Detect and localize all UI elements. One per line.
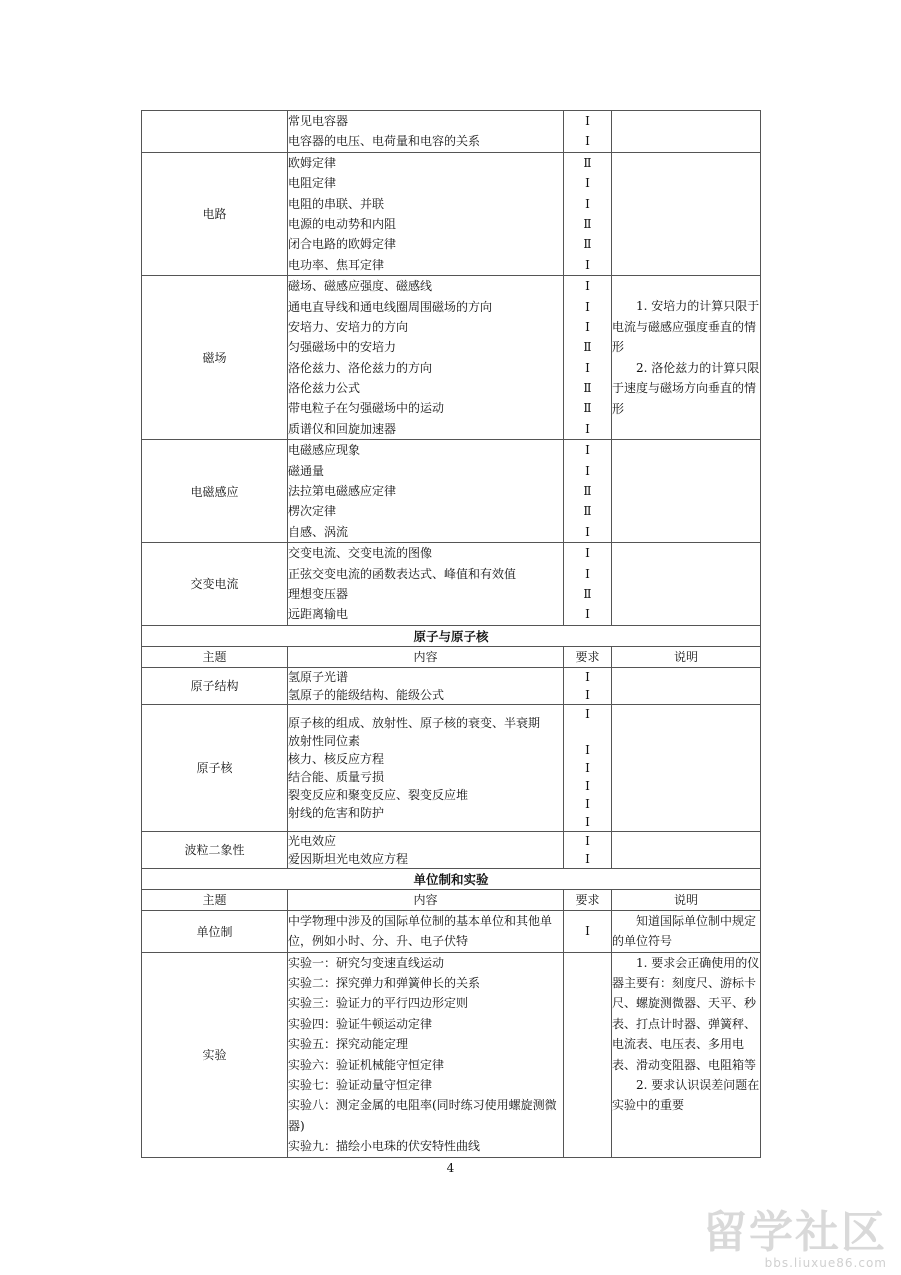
content-cell <box>288 276 564 440</box>
content-item: 电功率、焦耳定律 <box>288 257 385 272</box>
content-item: 实验七：验证动量守恒定律 <box>288 1077 433 1092</box>
topic-cell: 电磁感应 <box>142 440 288 543</box>
content-item: 带电粒子在匀强磁场中的运动 <box>288 401 445 416</box>
content-item: 放射性同位素 <box>288 733 361 748</box>
content-item: 常见电容器 <box>288 114 349 128</box>
topic-cell: 单位制 <box>142 910 288 952</box>
requirement-level: Ⅱ <box>583 216 592 231</box>
requirement-level: Ⅱ <box>583 237 592 252</box>
watermark-url: bbs.liuxue86.com <box>764 1256 887 1270</box>
content-item: 光电效应 <box>288 833 337 848</box>
requirement-level: Ⅰ <box>585 360 590 375</box>
requirement-level: Ⅰ <box>585 796 590 811</box>
section-title: 原子与原子核 <box>142 625 761 646</box>
content-cell <box>288 543 564 626</box>
note-paragraph: 2. 要求认识误差问题在实验中的重要 <box>612 1078 760 1113</box>
content-item: 实验五：探究动能定理 <box>288 1037 409 1052</box>
topic-cell: 电路 <box>142 152 288 275</box>
topic-cell <box>142 111 288 153</box>
requirement-level: Ⅰ <box>585 851 590 866</box>
topic-cell: 波粒二象性 <box>142 831 288 868</box>
content-cell <box>288 667 564 704</box>
content-item: 楞次定律 <box>288 504 337 519</box>
note-paragraph: 2. 洛伦兹力的计算只限于速度与磁场方向垂直的情形 <box>612 360 760 416</box>
topic-cell: 原子核 <box>142 704 288 831</box>
requirement-level: Ⅰ <box>585 134 590 149</box>
topic-cell: 原子结构 <box>142 667 288 704</box>
topic-group-row <box>142 667 761 704</box>
requirement-level: Ⅰ <box>585 421 590 436</box>
content-item: 核力、核反应方程 <box>288 751 385 766</box>
section-title: 单位制和实验 <box>142 868 761 889</box>
content-item: 实验一：研究匀变速直线运动 <box>288 955 445 970</box>
requirement-level: Ⅰ <box>585 706 590 721</box>
requirement-level: Ⅱ <box>583 586 592 601</box>
content-item: 裂变反应和聚变反应、裂变反应堆 <box>288 787 469 802</box>
requirement-level: Ⅰ <box>585 176 590 191</box>
content-cell <box>288 440 564 543</box>
content-item: 射线的危害和防护 <box>288 805 385 820</box>
topic-group-row <box>142 543 761 626</box>
note-cell <box>612 111 761 153</box>
note-paragraph: 1. 要求会正确使用的仪器主要有：刻度尺、游标卡尺、螺旋测微器、天平、秒表、打点计时器、弹簧秤、电流表、电压表、多用电表、滑动变阻器、电阻箱等 <box>612 955 760 1072</box>
requirement-level: Ⅰ <box>585 814 590 829</box>
requirement-level: Ⅰ <box>585 257 590 272</box>
requirement-spacer <box>564 723 611 741</box>
content-item: 实验九：描绘小电珠的伏安特性曲线 <box>288 1139 481 1154</box>
content-item: 交变电流、交变电流的图像 <box>288 546 433 561</box>
content-item: 正弦交变电流的函数表达式、峰值和有效值 <box>288 566 517 581</box>
topic-group-row <box>142 152 761 275</box>
requirement-level: Ⅰ <box>585 742 590 757</box>
requirement-cell <box>564 111 612 153</box>
content-item: 远距离输电 <box>288 607 349 622</box>
content-item: 结合能、质量亏损 <box>288 769 385 784</box>
topic-cell: 实验 <box>142 952 288 1157</box>
syllabus-table <box>141 110 761 1158</box>
content-item: 实验六：验证机械能守恒定律 <box>288 1057 445 1072</box>
content-item: 闭合电路的欧姆定律 <box>288 237 397 252</box>
requirement-level: Ⅱ <box>583 401 592 416</box>
experiment-row <box>142 952 761 1157</box>
requirement-cell <box>564 152 612 275</box>
requirement-level: Ⅰ <box>585 778 590 793</box>
requirement-level: Ⅰ <box>585 607 590 622</box>
header-topic: 主题 <box>142 646 288 667</box>
requirement-level: Ⅱ <box>583 340 592 355</box>
requirement-cell <box>564 952 612 1157</box>
content-item: 实验四：验证牛顿运动定律 <box>288 1016 433 1031</box>
content-cell <box>288 152 564 275</box>
content-item: 实验三：验证力的平行四边形定则 <box>288 996 469 1011</box>
watermark-logo <box>703 1207 887 1270</box>
header-note: 说明 <box>612 889 761 910</box>
requirement-level: Ⅰ <box>585 299 590 314</box>
page-number: 4 <box>446 1161 455 1175</box>
requirement-level: Ⅰ <box>585 319 590 334</box>
header-note: 说明 <box>612 646 761 667</box>
requirement-level: Ⅰ <box>585 760 590 775</box>
note-cell <box>612 440 761 543</box>
header-content: 内容 <box>288 646 564 667</box>
header-topic: 主题 <box>142 889 288 910</box>
header-content: 内容 <box>288 889 564 910</box>
requirement-level: Ⅰ <box>585 546 590 561</box>
section-title-row <box>142 625 761 646</box>
content-item: 磁场、磁感应强度、磁感线 <box>288 279 433 294</box>
header-row <box>142 646 761 667</box>
requirement-level: Ⅰ <box>585 443 590 458</box>
requirement-cell <box>564 831 612 868</box>
content-item: 匀强磁场中的安培力 <box>288 340 397 355</box>
section-title-row <box>142 868 761 889</box>
requirement-level: Ⅱ <box>583 504 592 519</box>
content-item: 质谱仪和回旋加速器 <box>288 421 397 436</box>
content-item: 实验二：探究弹力和弹簧伸长的关系 <box>288 975 481 990</box>
requirement-level: Ⅰ <box>585 833 590 848</box>
requirement-cell <box>564 440 612 543</box>
content-item: 爱因斯坦光电效应方程 <box>288 851 409 866</box>
note-cell <box>612 910 761 952</box>
topic-group-row <box>142 111 761 153</box>
note-cell <box>612 152 761 275</box>
requirement-level: Ⅰ <box>585 669 590 684</box>
content-item: 磁通量 <box>288 463 325 478</box>
content-item: 中学物理中涉及的国际单位制的基本单位和其他单位，例如小时、分、升、电子伏特 <box>288 913 553 949</box>
content-item: 氢原子光谱 <box>288 669 349 684</box>
requirement-level: Ⅰ <box>585 114 590 128</box>
header-req: 要求 <box>564 889 612 910</box>
note-paragraph: 知道国际单位制中规定的单位符号 <box>612 913 757 949</box>
requirement-cell <box>564 543 612 626</box>
topic-group-row <box>142 704 761 831</box>
content-item: 实验八：测定金属的电阻率(同时练习使用螺旋测微器) <box>288 1098 557 1133</box>
header-req: 要求 <box>564 646 612 667</box>
requirement-level: Ⅰ <box>585 687 590 702</box>
note-paragraph: 1. 安培力的计算只限于电流与磁感应强度垂直的情形 <box>612 299 760 355</box>
requirement-level: Ⅰ <box>585 279 590 294</box>
note-cell <box>612 704 761 831</box>
content-item: 电容器的电压、电荷量和电容的关系 <box>288 134 481 149</box>
requirement-cell <box>564 667 612 704</box>
topic-cell: 磁场 <box>142 276 288 440</box>
content-cell <box>288 831 564 868</box>
note-cell <box>612 543 761 626</box>
content-cell <box>288 952 564 1157</box>
content-item: 法拉第电磁感应定律 <box>288 484 397 499</box>
note-cell <box>612 276 761 440</box>
topic-group-row <box>142 831 761 868</box>
note-cell <box>612 831 761 868</box>
content-item: 安培力、安培力的方向 <box>288 319 409 334</box>
content-item: 自感、涡流 <box>288 524 349 539</box>
content-item: 电源的电动势和内阻 <box>288 216 397 231</box>
content-item: 电阻定律 <box>288 176 337 191</box>
requirement-level: Ⅰ <box>585 196 590 211</box>
requirement-level: Ⅰ <box>585 463 590 478</box>
content-cell <box>288 704 564 831</box>
header-row <box>142 889 761 910</box>
content-item: 洛伦兹力公式 <box>288 381 361 396</box>
content-item: 理想变压器 <box>288 586 349 601</box>
requirement-cell <box>564 276 612 440</box>
note-cell <box>612 952 761 1157</box>
requirement-level: Ⅱ <box>583 155 592 170</box>
content-cell <box>288 910 564 952</box>
content-cell <box>288 111 564 153</box>
content-item: 欧姆定律 <box>288 155 337 170</box>
topic-group-row <box>142 276 761 440</box>
note-cell <box>612 667 761 704</box>
content-item: 原子核的组成、放射性、原子核的衰变、半衰期 <box>288 715 541 730</box>
content-item: 电磁感应现象 <box>288 443 361 458</box>
watermark-text: 留学社区 <box>703 1207 887 1258</box>
requirement-level: Ⅰ <box>585 566 590 581</box>
requirement-cell <box>564 704 612 831</box>
unit-row <box>142 910 761 952</box>
requirement-level: Ⅱ <box>583 381 592 396</box>
content-item: 通电直导线和通电线圈周围磁场的方向 <box>288 299 493 314</box>
content-item: 氢原子的能级结构、能级公式 <box>288 687 445 702</box>
content-item: 洛伦兹力、洛伦兹力的方向 <box>288 360 433 375</box>
topic-group-row <box>142 440 761 543</box>
requirement-cell: Ⅰ <box>564 910 612 952</box>
content-item: 电阻的串联、并联 <box>288 196 385 211</box>
requirement-level: Ⅱ <box>583 484 592 499</box>
topic-cell: 交变电流 <box>142 543 288 626</box>
requirement-level: Ⅰ <box>585 524 590 539</box>
